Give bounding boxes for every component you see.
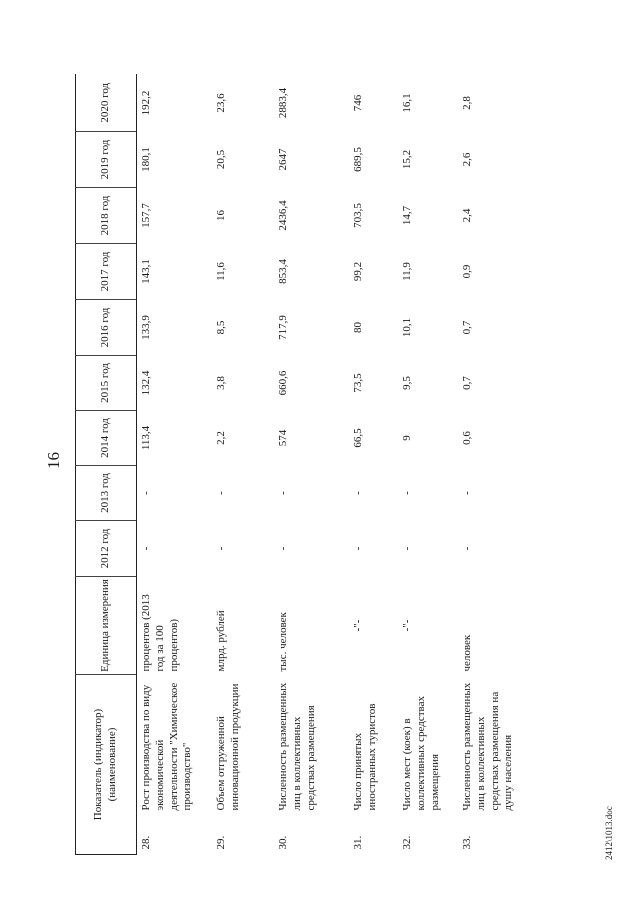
value-cell: 0,7 bbox=[461, 320, 473, 335]
header-year: 2018 год bbox=[76, 188, 137, 244]
table-row bbox=[274, 75, 349, 855]
header-year: 2016 год bbox=[76, 300, 137, 356]
value-cell: 180,1 bbox=[140, 147, 152, 172]
value-cell: 703,5 bbox=[352, 203, 364, 228]
table-row bbox=[349, 75, 398, 855]
header-year: 2017 год bbox=[76, 244, 137, 300]
value-cell: - bbox=[352, 491, 364, 495]
value-cell: 11,9 bbox=[401, 262, 413, 281]
indicator-name: Численность размещенных лиц в коллективных средствах размещения bbox=[277, 682, 317, 811]
unit-cell: процентов (2013 год за 100 процентов) bbox=[140, 594, 180, 672]
value-cell: - bbox=[461, 491, 473, 495]
rotated-table-container bbox=[75, 75, 535, 855]
unit-cell: -"- bbox=[352, 619, 364, 632]
header-year: 2014 год bbox=[76, 411, 137, 466]
table-row bbox=[137, 75, 213, 855]
value-cell: 0,7 bbox=[461, 376, 473, 390]
header-year: 2015 год bbox=[76, 356, 137, 411]
value-cell: 157,7 bbox=[140, 203, 152, 228]
value-cell: 8,5 bbox=[215, 320, 227, 335]
header-year: 2013 год bbox=[76, 466, 137, 521]
table-header-row bbox=[76, 75, 137, 855]
value-cell: 16,1 bbox=[401, 93, 413, 113]
indicator-name: Число мест (коек) в коллективных средствах размещения bbox=[401, 696, 441, 811]
header-year: 2012 год bbox=[76, 521, 137, 577]
row-number: 29. bbox=[215, 835, 227, 850]
value-cell: 2,8 bbox=[461, 96, 473, 110]
unit-cell: млрд. рублей bbox=[215, 610, 227, 672]
value-cell: 0,6 bbox=[461, 431, 473, 445]
value-cell: 192,2 bbox=[140, 90, 152, 116]
indicator-name: Рост производства по виду экономической деятельности "Химическое производство" bbox=[140, 682, 194, 811]
value-cell: 132,4 bbox=[140, 370, 152, 396]
header-indicator: Показатель (индикатор) (наименование) bbox=[76, 675, 137, 855]
indicator-name: Число принятых иностранных туристов bbox=[352, 703, 378, 811]
value-cell: - bbox=[277, 491, 289, 495]
row-number: 30. bbox=[277, 835, 289, 850]
value-cell: 10,1 bbox=[401, 317, 413, 338]
value-cell: 853,4 bbox=[277, 259, 289, 284]
value-cell: 0,9 bbox=[461, 264, 473, 279]
value-cell: 2647 bbox=[277, 148, 289, 171]
value-cell: 23,6 bbox=[215, 93, 227, 113]
value-cell: - bbox=[401, 491, 413, 495]
row-number: 28. bbox=[140, 835, 152, 850]
row-number: 31. bbox=[352, 835, 364, 850]
value-cell: 14,7 bbox=[401, 205, 413, 226]
value-cell: 20,5 bbox=[215, 149, 227, 170]
value-cell: 2,4 bbox=[461, 208, 473, 223]
indicators-table bbox=[75, 75, 551, 856]
value-cell: 11,6 bbox=[215, 262, 227, 281]
header-year: 2019 год bbox=[76, 132, 137, 188]
value-cell: 2883,4 bbox=[277, 87, 289, 119]
value-cell: 717,9 bbox=[277, 315, 289, 340]
value-cell: 99,2 bbox=[352, 261, 364, 282]
value-cell: - bbox=[352, 546, 364, 551]
value-cell: 2,2 bbox=[215, 431, 227, 445]
value-cell: 143,1 bbox=[140, 259, 152, 284]
header-year: 2020 год bbox=[76, 75, 137, 132]
unit-cell: тыс. человек bbox=[277, 612, 289, 672]
unit-cell: человек bbox=[461, 634, 473, 672]
value-cell: 80 bbox=[352, 322, 364, 333]
value-cell: - bbox=[215, 491, 227, 495]
value-cell: 3,8 bbox=[215, 376, 227, 390]
value-cell: - bbox=[461, 546, 473, 551]
row-number: 33. bbox=[461, 835, 473, 850]
value-cell: 9 bbox=[401, 435, 413, 441]
value-cell: 16 bbox=[215, 210, 227, 221]
value-cell: - bbox=[401, 546, 413, 551]
row-number: 32. bbox=[401, 835, 413, 850]
value-cell: 574 bbox=[277, 429, 289, 447]
value-cell: 689,5 bbox=[352, 147, 364, 172]
unit-cell: -"- bbox=[401, 619, 413, 632]
value-cell: 660,6 bbox=[277, 370, 289, 396]
value-cell: 133,9 bbox=[140, 315, 152, 340]
value-cell: 746 bbox=[352, 94, 364, 112]
header-unit: Единица измерения bbox=[76, 577, 137, 675]
value-cell: - bbox=[277, 546, 289, 551]
value-cell: 2436,4 bbox=[277, 200, 289, 231]
footer-document-code: 2412\1013.doc bbox=[604, 806, 614, 860]
value-cell: 2,6 bbox=[461, 152, 473, 167]
value-cell: - bbox=[140, 546, 152, 551]
value-cell: 15,2 bbox=[401, 149, 413, 170]
value-cell: 73,5 bbox=[352, 373, 364, 393]
value-cell: 113,4 bbox=[140, 425, 152, 451]
indicator-name: Численность размещенных лиц в коллективных средствах размещения на душу населения bbox=[461, 682, 515, 811]
indicator-name: Объем отгруженной инновационной продукции bbox=[215, 683, 241, 811]
table-row bbox=[398, 75, 458, 855]
value-cell: 66,5 bbox=[352, 428, 364, 448]
page-number: 16 bbox=[44, 452, 63, 469]
value-cell: - bbox=[140, 491, 152, 495]
table-row bbox=[458, 75, 551, 855]
table-row bbox=[212, 75, 274, 855]
value-cell: 9,5 bbox=[401, 376, 413, 390]
value-cell: - bbox=[215, 546, 227, 551]
